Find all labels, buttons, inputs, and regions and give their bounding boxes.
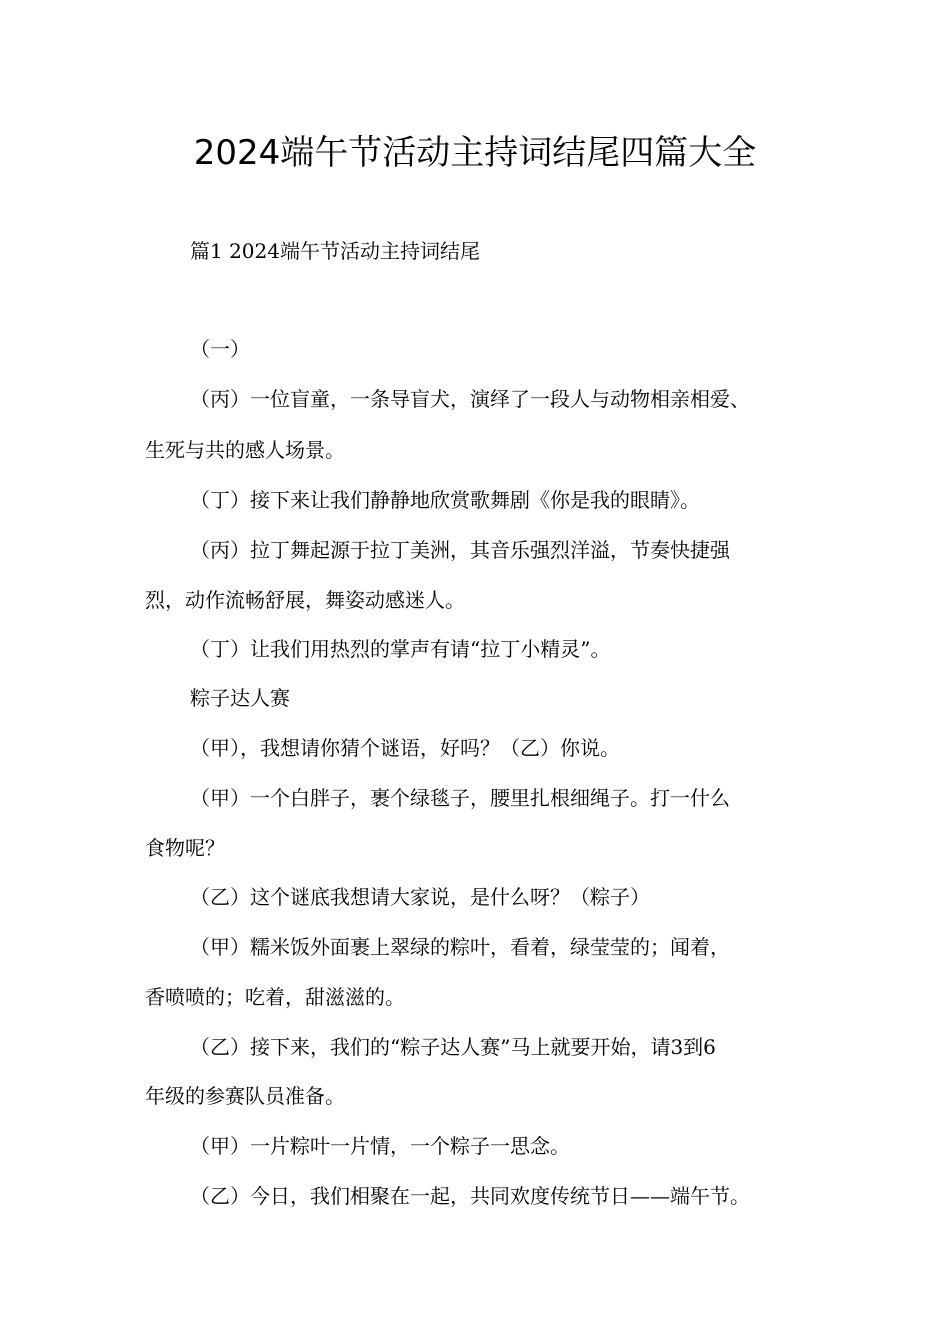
paragraph-line: 食物呢？ bbox=[145, 836, 225, 860]
paragraph-line: （丙）拉丁舞起源于拉丁美洲，其音乐强烈洋溢，节奏快捷强 bbox=[190, 538, 730, 562]
paragraph-line: （乙）这个谜底我想请大家说，是什么呀？（粽子） bbox=[190, 885, 650, 909]
paragraph-line: （甲）糯米饭外面裹上翠绿的粽叶，看着，绿莹莹的；闻着， bbox=[190, 935, 730, 959]
paragraph-line: （乙）接下来，我们的“粽子达人赛”马上就要开始，请3到6 bbox=[190, 1035, 716, 1059]
paragraph-line: 年级的参赛队员准备。 bbox=[145, 1084, 345, 1108]
paragraph-line: 香喷喷的；吃着，甜滋滋的。 bbox=[145, 985, 405, 1009]
paragraph-line: 生死与共的感人场景。 bbox=[145, 438, 345, 462]
paragraph-line: （丁）让我们用热烈的掌声有请“拉丁小精灵”。 bbox=[190, 637, 611, 661]
paragraph-line: （乙）今日，我们相聚在一起，共同欢度传统节日——端午节。 bbox=[190, 1184, 750, 1208]
paragraph-line: （一） bbox=[190, 337, 250, 361]
paragraph-line: 粽子达人赛 bbox=[190, 686, 290, 710]
paragraph-line: 烈，动作流畅舒展，舞姿动感迷人。 bbox=[145, 588, 465, 612]
document-title: 2024端午节活动主持词结尾四篇大全 bbox=[193, 133, 757, 173]
paragraph-line: （甲）一片粽叶一片情，一个粽子一思念。 bbox=[190, 1134, 570, 1158]
paragraph-line: （甲），我想请你猜个谜语，好吗？（乙）你说。 bbox=[190, 736, 620, 760]
section-title: 篇1 2024端午节活动主持词结尾 bbox=[190, 239, 480, 263]
paragraph-line: （丁）接下来让我们静静地欣赏歌舞剧《你是我的眼睛》。 bbox=[190, 488, 700, 512]
paragraph-line: （丙）一位盲童，一条导盲犬，演绎了一段人与动物相亲相爱、 bbox=[190, 387, 750, 411]
paragraph-line: （甲）一个白胖子，裹个绿毯子，腰里扎根细绳子。打一什么 bbox=[190, 786, 730, 810]
